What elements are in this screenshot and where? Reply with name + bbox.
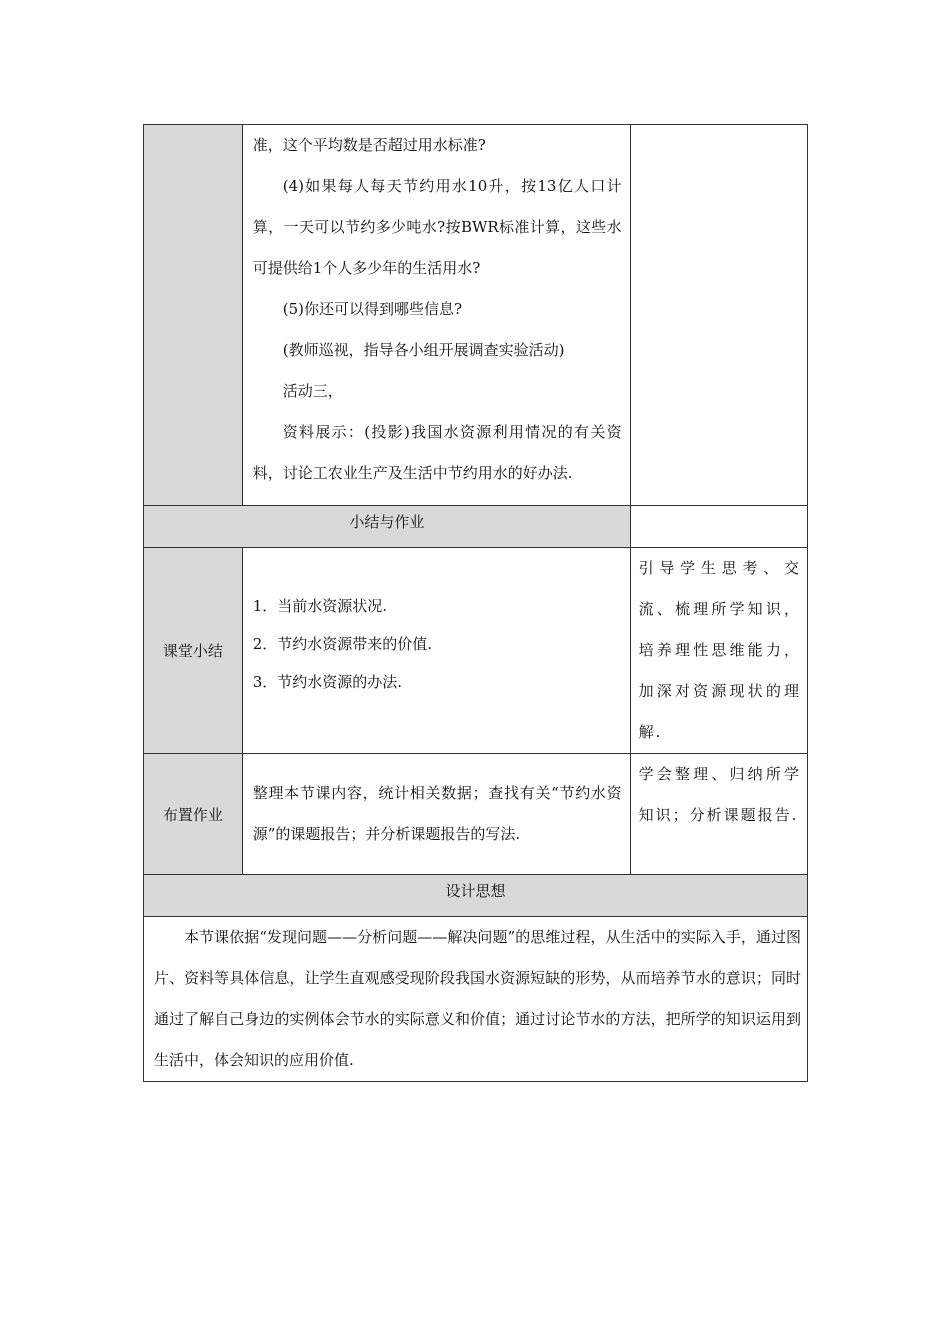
class-summary-label: 课堂小结 [144,548,243,754]
homework-note: 学会整理、归纳所学知识；分析课题报告. [638,765,801,824]
homework-note-cell [630,754,807,875]
summary-header-row [144,506,808,548]
design-content: 本节课依据“发现问题——分析问题——解决问题”的思维过程，从生活中的实际入手，通过图片、资料等具体信息，让学生直观感受现阶段我国水资源短缺的形势，从而培养节水的意识；同时通过了解自己身边的实例体会节水的实际意义和价值；通过讨论节水的方法，把所学的知识运用到生活中，体会知识的应用价值. [154,928,801,1069]
activity-row [144,125,808,506]
class-summary-row [144,548,808,754]
homework-content: 整理本节课内容，统计相关数据；查找有关“节约水资源”的课题报告；并分析课题报告的写法. [252,784,622,843]
design-header-row [144,875,808,917]
activity-label-cell [144,125,243,506]
class-summary-note-text: 引导学生思考、交流、梳理所学知识，培养理性思维能力，加深对资源现状的理解. [638,559,801,741]
activity-content-cell [242,125,630,506]
list-item: 2．节约水资源带来的价值. [252,635,433,653]
homework-label: 布置作业 [144,754,243,875]
activity-note-cell [630,125,807,506]
section-summary-title: 小结与作业 [144,506,631,548]
design-title: 设计思想 [144,875,808,917]
lesson-plan-table [143,124,808,1082]
activity-paragraph: 活动三， [282,382,343,400]
design-content-row [144,917,808,1082]
activity-paragraph: (4)如果每人每天节约用水10升，按13亿人口计算，一天可以节约多少吨水?按BWR标准计算，这些水可提供给1个人多少年的生活用水? [252,177,622,277]
homework-content-cell [242,754,630,875]
activity-paragraph: (5)你还可以得到哪些信息? [282,300,463,318]
summary-header-note-cell [630,506,807,548]
activity-paragraph: 准，这个平均数是否超过用水标准? [252,136,486,154]
list-item: 1．当前水资源状况. [252,597,388,615]
activity-paragraph: 资料展示：(投影)我国水资源利用情况的有关资料，讨论工农业生产及生活中节约用水的好办法. [252,423,622,482]
design-content-cell [144,917,808,1082]
list-item: 3．节约水资源的办法. [252,673,403,691]
class-summary-list [242,548,630,754]
class-summary-note [630,548,807,754]
activity-paragraph: (教师巡视，指导各小组开展调查实验活动) [282,341,565,359]
homework-row [144,754,808,875]
